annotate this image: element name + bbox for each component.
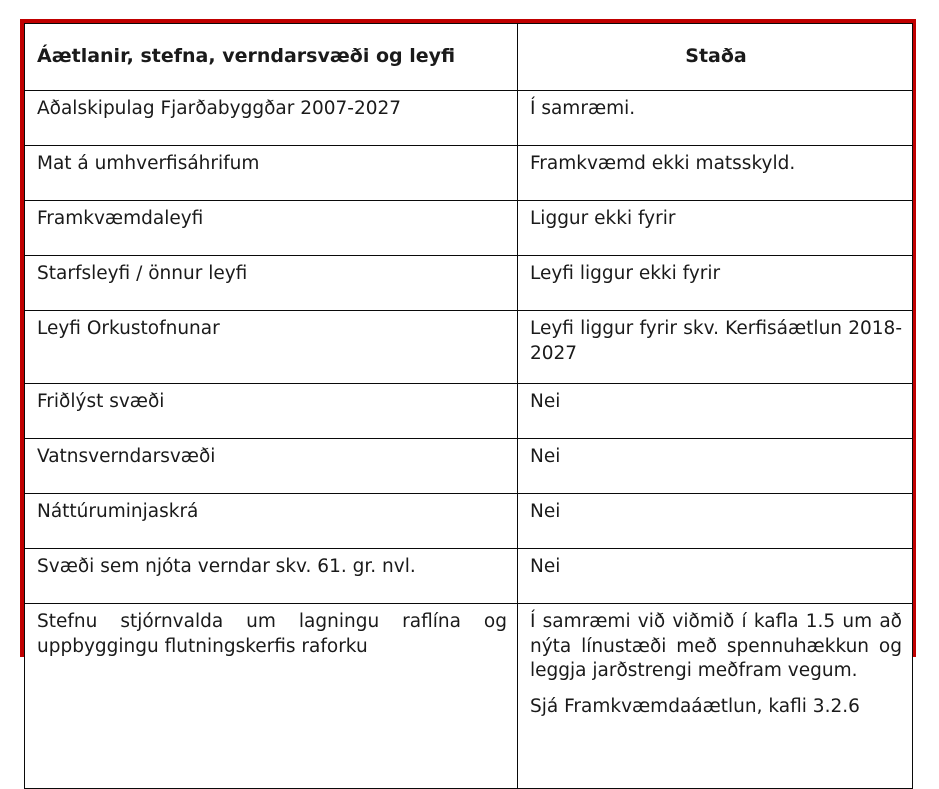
status-paragraph-framkvaemdaaaetlun: Sjá Framkvæmdaáætlun, kafli 3.2.6: [530, 695, 860, 717]
row-status-adalskipulag: Í samræmi.: [518, 91, 913, 146]
row-status-starfsleyfi: Leyfi liggur ekki fyrir: [518, 256, 913, 311]
table-header: [25, 24, 913, 91]
table-row: [25, 549, 913, 604]
table-row: [25, 494, 913, 549]
row-label-vatnsverndarsvaedi: Vatnsverndarsvæði: [25, 439, 518, 494]
row-label-adalskipulag: Aðalskipulag Fjarðabyggðar 2007-2027: [25, 91, 518, 146]
column-header-status: Staða: [518, 24, 913, 91]
row-label-svaedi-vernd-61gr: Svæði sem njóta verndar skv. 61. gr. nvl.: [25, 549, 518, 604]
table-row: [25, 439, 913, 494]
row-status-svaedi-vernd-61gr: Nei: [518, 549, 913, 604]
status-table: [24, 23, 913, 789]
row-status-mat-a-umhverfisahrifum: Framkvæmd ekki matsskyld.: [518, 146, 913, 201]
status-table-frame: [20, 19, 916, 717]
row-label-natturuminjaskra: Náttúruminjaskrá: [25, 494, 518, 549]
row-status-vatnsverndarsvaedi: Nei: [518, 439, 913, 494]
status-paragraph-vidmid: Í samræmi við viðmið í kafla 1.5 um að nýta línustæði með spennuhækkun og leggja jarðstrengi meðfram vegum.: [530, 611, 902, 682]
row-status-fridlyst-svaedi: Nei: [518, 384, 913, 439]
table-row: [25, 604, 913, 789]
row-status-stefnu-stjornvalda: [518, 604, 913, 789]
column-header-plans: Áætlanir, stefna, verndarsvæði og leyfi: [25, 24, 518, 91]
row-label-leyfi-orkustofnunar: Leyfi Orkustofnunar: [25, 311, 518, 384]
table-row: [25, 256, 913, 311]
row-label-framkvaemdaleyfi: Framkvæmdaleyfi: [25, 201, 518, 256]
table-row: [25, 311, 913, 384]
row-label-starfsleyfi: Starfsleyfi / önnur leyfi: [25, 256, 518, 311]
row-status-framkvaemdaleyfi: Liggur ekki fyrir: [518, 201, 913, 256]
row-status-leyfi-orkustofnunar: Leyfi liggur fyrir skv. Kerfisáætlun 2018-2027: [518, 311, 913, 384]
table-body: [25, 91, 913, 789]
table-row: [25, 91, 913, 146]
table-row: [25, 146, 913, 201]
table-row: [25, 201, 913, 256]
table-header-row: [25, 24, 913, 91]
row-label-mat-a-umhverfisahrifum: Mat á umhverfisáhrifum: [25, 146, 518, 201]
row-label-stefnu-stjornvalda: Stefnu stjórnvalda um lagningu raflína og uppbyggingu flutningskerfis raforku: [25, 604, 518, 789]
row-label-fridlyst-svaedi: Friðlýst svæði: [25, 384, 518, 439]
row-status-natturuminjaskra: Nei: [518, 494, 913, 549]
table-row: [25, 384, 913, 439]
